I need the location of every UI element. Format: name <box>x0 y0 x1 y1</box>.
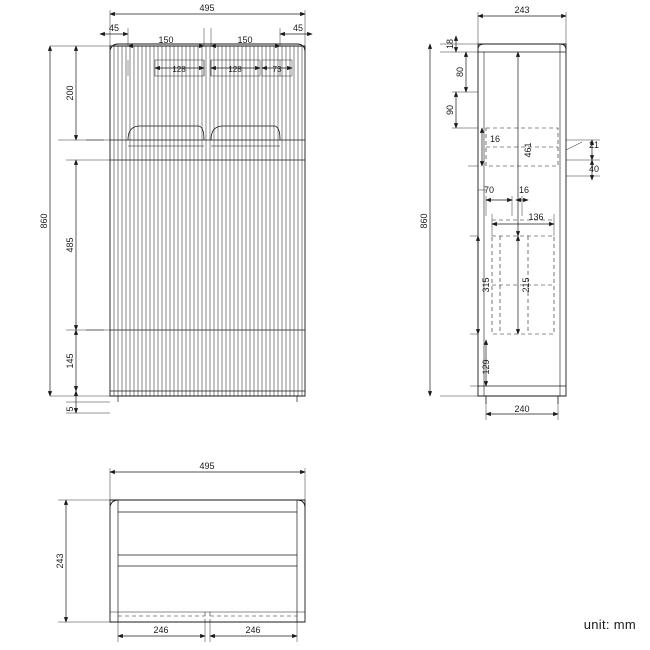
side-dim-21-label: 21 <box>588 140 600 150</box>
top-half-left-label: 246 <box>153 625 169 635</box>
side-overall-height-label: 860 <box>419 213 429 229</box>
front-overall-height-label: 860 <box>39 213 49 229</box>
front-right-offset-label: 73 <box>272 65 282 74</box>
side-dim-16-lower-label: 16 <box>518 185 530 195</box>
side-dim-315-label: 315 <box>481 277 491 293</box>
front-drawer-left-width-label: 150 <box>158 35 174 45</box>
side-elevation-view <box>419 5 600 420</box>
front-overall-width-label: 495 <box>199 3 215 13</box>
top-overall-width-label: 495 <box>199 461 215 471</box>
front-left-margin-label: 45 <box>108 23 120 33</box>
front-mid-section-label: 485 <box>65 237 75 253</box>
top-half-right-label: 246 <box>245 625 261 635</box>
side-base-depth-label: 240 <box>514 404 530 414</box>
unit-note: unit: mm <box>583 617 636 632</box>
front-right-margin-label: 45 <box>292 23 304 33</box>
side-dim-136-label: 136 <box>528 212 544 222</box>
side-dim-215-label: 215 <box>521 277 531 293</box>
front-lower-section-label: 145 <box>65 353 75 369</box>
side-dim-40-label: 40 <box>588 164 600 174</box>
side-dim-70-label: 70 <box>483 185 495 195</box>
front-handle-right-label: 128 <box>228 65 242 74</box>
side-dim-129-label: 129 <box>481 359 491 375</box>
top-plan-view <box>55 461 305 642</box>
side-depth-top-label: 243 <box>514 5 530 15</box>
side-top-gap-label: 18 <box>445 38 455 50</box>
front-top-section-label: 200 <box>65 85 75 101</box>
side-dim-461-label: 461 <box>523 142 533 158</box>
front-handle-left-label: 128 <box>172 65 186 74</box>
front-plinth-label: 5 <box>65 406 75 412</box>
side-dim-90-label: 90 <box>445 104 455 116</box>
side-dim-16-upper-label: 16 <box>489 134 501 144</box>
side-dim-80-label: 80 <box>455 66 465 78</box>
front-elevation-view <box>39 3 312 413</box>
top-depth-label: 243 <box>55 553 65 569</box>
front-drawer-right-width-label: 150 <box>237 35 253 45</box>
